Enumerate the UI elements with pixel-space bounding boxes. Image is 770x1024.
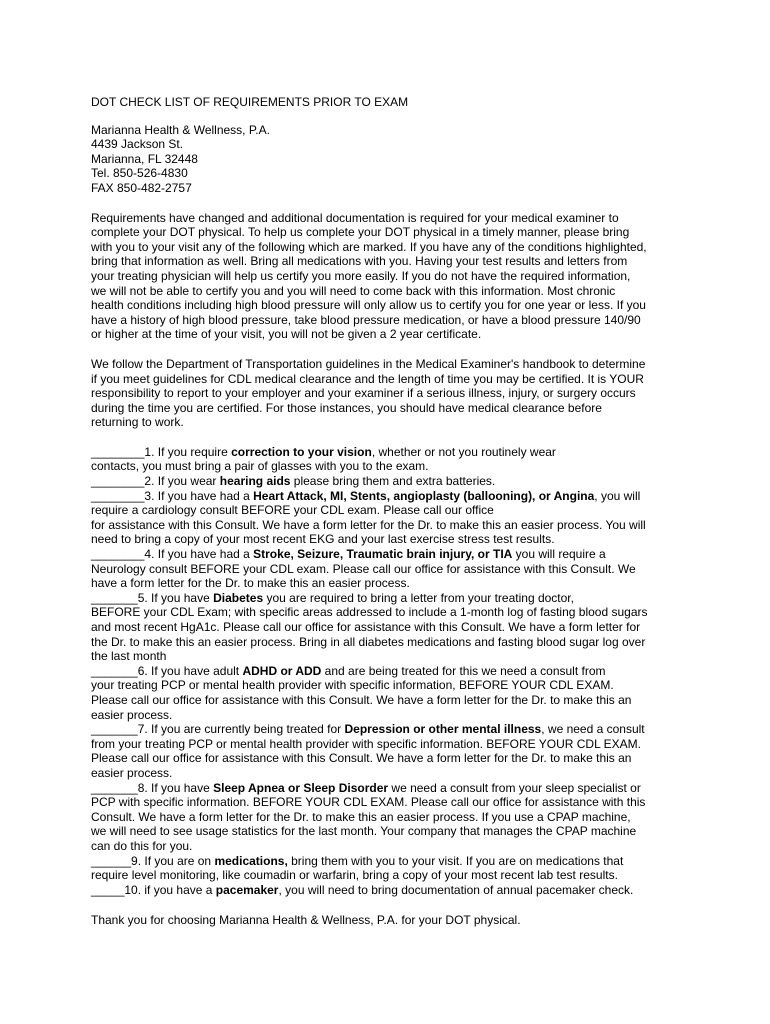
text-line: your treating physician will help us certify you more easily. If you do not have the required information,: [91, 268, 631, 283]
item-text: , we need a consult: [541, 722, 645, 737]
street-address: 4439 Jackson St.: [91, 137, 184, 152]
item-text: _______7. If you are currently being treated for: [91, 722, 345, 737]
item-text: Please call our office for assistance with this Consult. We have a form letter for the Dr. to make this an: [91, 692, 632, 707]
closing-line: Thank you for choosing Marianna Health & Wellness, P.A. for your DOT physical.: [91, 913, 521, 928]
text-line: if you meet guidelines for CDL medical clearance and the length of time you may be certified. It is YOUR: [91, 371, 644, 386]
item-highlight: correction to your vision: [231, 444, 372, 459]
item-highlight: Sleep Apnea or Sleep Disorder: [213, 780, 389, 795]
item-text: ______9. If you are on: [91, 853, 215, 868]
item-text: require level monitoring, like coumadin or warfarin, bring a copy of your most recent lab test results.: [91, 868, 618, 883]
document-title: DOT CHECK LIST OF REQUIREMENTS PRIOR TO EXAM: [91, 95, 409, 109]
text-line: returning to work.: [91, 415, 184, 430]
item-text: Neurology consult BEFORE your CDL exam. Please call our office for assistance with this Consult. We: [91, 561, 636, 576]
text-line: responsibility to report to your employer and your examiner if a serious illness, injury, or surgery occurs: [91, 386, 636, 401]
clinic-name: Marianna Health & Wellness, P.A.: [91, 122, 270, 137]
item-text: easier process.: [91, 707, 173, 722]
item-text: we need a consult from your sleep specialist or: [388, 780, 641, 795]
item-text: you are required to bring a letter from your treating doctor,: [263, 590, 574, 605]
item-text: and are being treated for this we need a consult from: [321, 663, 606, 678]
document-page: [91, 95, 683, 928]
item-highlight: Depression or other mental illness: [344, 722, 542, 737]
item-text: from your treating PCP or mental health provider with specific information. BEFORE YOUR CDL EXAM.: [91, 736, 641, 751]
item-text: , whether or not you routinely wear: [371, 444, 556, 459]
item-text: we will need to see usage statistics for the last month. Your company that manages the CPAP machine: [91, 824, 637, 839]
item-text: and most recent HgA1c. Please call our office for assistance with this Consult. We have a form letter for: [91, 620, 641, 634]
text-line: We follow the Department of Transportation guidelines in the Medical Examiner's handbook to determine: [91, 356, 646, 371]
text-line: with you to your visit any of the following which are marked. If you have any of the conditions highlighted,: [91, 239, 647, 254]
item-text: _____10. if you have a: [91, 882, 216, 897]
guidelines-paragraph: [91, 357, 683, 430]
item-highlight: Diabetes: [213, 590, 264, 605]
fax: FAX 850-482-2757: [91, 180, 192, 195]
item-highlight: pacemaker: [215, 882, 279, 897]
checklist: [91, 445, 683, 897]
item-text: contacts, you must bring a pair of glasses with you to the exam.: [91, 459, 429, 474]
item-text: PCP with specific information. BEFORE YOUR CDL EXAM. Please call our office for assistance with this: [91, 795, 646, 810]
checklist-item-depression: [91, 722, 683, 780]
item-text: please bring them and extra batteries.: [290, 474, 496, 489]
item-text: ________1. If you require: [91, 444, 232, 459]
text-line: during the time you are certified. For those instances, you should have medical clearance before: [91, 400, 602, 415]
checklist-item-stroke: [91, 547, 683, 591]
item-text: BEFORE your CDL Exam; with specific areas addressed to include a 1-month log of fasting blood sugars: [91, 605, 648, 620]
text-line: Requirements have changed and additional documentation is required for your medical examiner to: [91, 210, 619, 225]
city-state-zip: Marianna, FL 32448: [91, 151, 198, 166]
checklist-item-heart: [91, 489, 683, 547]
item-text: you will require a: [512, 547, 606, 562]
item-highlight: medications,: [214, 853, 288, 868]
item-highlight: ADHD or ADD: [242, 663, 322, 678]
checklist-item-sleep-apnea: [91, 781, 683, 854]
checklist-item-medications: [91, 854, 683, 883]
text-line: complete your DOT physical. To help us complete your DOT physical in a timely manner, please bring: [91, 225, 630, 240]
item-text: have a form letter for the Dr. to make this an easier process.: [91, 576, 410, 591]
item-highlight: hearing aids: [219, 474, 291, 489]
item-highlight: Stroke, Seizure, Traumatic brain injury, or TIA: [253, 547, 513, 562]
item-text: the last month: [91, 649, 167, 664]
item-text: easier process.: [91, 765, 173, 780]
item-text: require a cardiology consult BEFORE your CDL exam. Please call our office: [91, 503, 494, 518]
address-block: [91, 123, 683, 196]
item-text: Please call our office for assistance with this Consult. We have a form letter for the Dr. to make this an: [91, 751, 632, 766]
item-text: for assistance with this Consult. We have a form letter for the Dr. to make this an easier process. You will: [91, 517, 646, 532]
item-text: , you will: [594, 488, 641, 503]
text-line: or higher at the time of your visit, you will not be given a 2 year certificate.: [91, 327, 482, 342]
item-text: ________2. If you wear: [91, 474, 220, 489]
text-line: we will not be able to certify you and you will need to come back with this information. Most chronic: [91, 283, 616, 298]
item-text: _______8. If you have: [91, 780, 214, 795]
item-text: _______6. If you have adult: [91, 663, 243, 678]
item-highlight: Heart Attack, MI, Stents, angioplasty (ballooning), or Angina: [253, 488, 595, 503]
checklist-item-pacemaker: [91, 883, 683, 898]
intro-paragraph: [91, 211, 683, 342]
telephone: Tel. 850-526-4830: [91, 166, 188, 181]
item-text: need to bring a copy of your most recent EKG and your last exercise stress test results.: [91, 532, 555, 547]
item-text: your treating PCP or mental health provider with specific information, BEFORE YOUR CDL EXAM.: [91, 678, 614, 693]
text-line: bring that information as well. Bring all medications with you. Having your test results and letters from: [91, 254, 628, 269]
item-text: bring them with you to your visit. If you are on medications that: [287, 853, 624, 868]
text-line: have a history of high blood pressure, take blood pressure medication, or have a blood pressure 140/90: [91, 312, 641, 327]
item-text: Consult. We have a form letter for the Dr. to make this an easier process. If you use a CPAP machine,: [91, 809, 631, 824]
text-line: health conditions including high blood pressure will only allow us to certify you for one year or less. If you: [91, 298, 646, 313]
checklist-item-vision: [91, 445, 683, 474]
item-text: the Dr. to make this an easier process. Bring in all diabetes medications and fasting blood sugar log over: [91, 634, 646, 649]
checklist-item-diabetes: [91, 591, 683, 664]
item-text: can do this for you.: [91, 838, 193, 853]
checklist-item-adhd: [91, 664, 683, 722]
item-text: _______5. If you have: [91, 590, 214, 605]
item-text: ________4. If you have had a: [91, 547, 254, 562]
item-text: ________3. If you have had a: [91, 488, 254, 503]
checklist-item-hearing: [91, 474, 683, 489]
item-text: , you will need to bring documentation of annual pacemaker check.: [278, 882, 634, 897]
